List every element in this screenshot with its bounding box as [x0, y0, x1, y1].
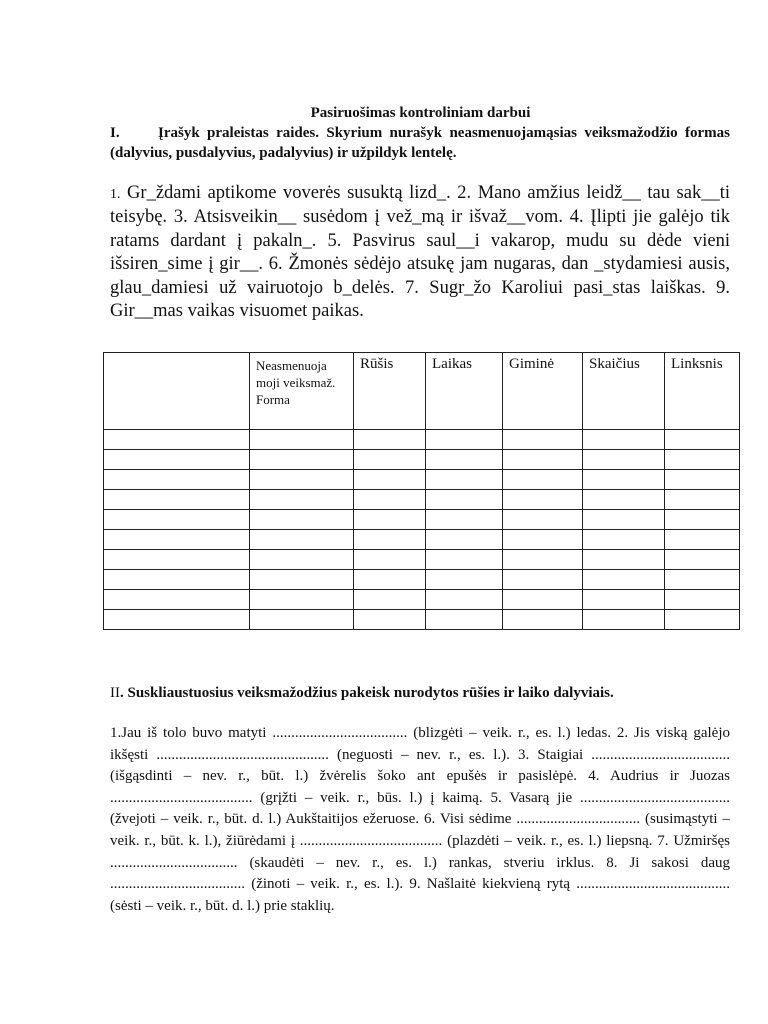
table-cell[interactable]	[665, 450, 740, 470]
table-cell[interactable]	[104, 530, 250, 550]
table-cell[interactable]	[426, 450, 503, 470]
table-header-cell: Linksnis	[665, 353, 740, 430]
table-cell[interactable]	[104, 570, 250, 590]
table-row	[104, 450, 740, 470]
table-cell[interactable]	[503, 490, 583, 510]
table-header-cell: Skaičius	[583, 353, 665, 430]
table-cell[interactable]	[426, 490, 503, 510]
document-title: Pasiruošimas kontroliniam darbui	[310, 105, 531, 121]
table-cell[interactable]	[583, 490, 665, 510]
table-cell[interactable]	[503, 570, 583, 590]
table-cell[interactable]	[104, 590, 250, 610]
table-header-row	[104, 353, 740, 430]
table-cell[interactable]	[583, 510, 665, 530]
table-cell[interactable]	[665, 610, 740, 630]
table-cell[interactable]	[250, 490, 354, 510]
table-cell[interactable]	[665, 590, 740, 610]
table-row	[104, 570, 740, 590]
table-cell[interactable]	[104, 470, 250, 490]
table-cell[interactable]	[250, 570, 354, 590]
exercise-1-body: Gr_ždami aptikome voverės susuktą lizd_. 2. Mano amžius leidž__ tau sak__ti teisybę. 3. Atsisveikin__ susėdom į vež_mą ir išvaž__vom. 4. Įlipti jie galėjo tik ratams dardant į pakaln_. 5. Pasvirus saul__i vakarop, mudu su dėde vieni išsiren_sime į gir__. 6. Žmonės sėdėjo atsukę jam nugaras, dan _stydamiesi ausis, glau_damiesi už vairuotojo b_delės. 7. Sugr_žo Karoliui pasi_stas laiškas. 9. Gir__mas vaikas visuomet paikas.	[110, 183, 730, 322]
table-cell[interactable]	[665, 470, 740, 490]
task-1-instruction	[110, 123, 730, 163]
task-2-instruction	[110, 684, 750, 703]
table-cell[interactable]	[503, 470, 583, 490]
table-cell[interactable]	[104, 550, 250, 570]
table-cell[interactable]	[426, 610, 503, 630]
task-1-number: I.	[110, 125, 120, 141]
table-cell[interactable]	[104, 490, 250, 510]
table-cell[interactable]	[503, 510, 583, 530]
table-cell[interactable]	[665, 530, 740, 550]
table-cell[interactable]	[250, 510, 354, 530]
table-cell[interactable]	[354, 550, 426, 570]
task-2-number: II	[110, 685, 120, 701]
table-header-cell: Rūšis	[354, 353, 426, 430]
table-cell[interactable]	[354, 570, 426, 590]
table-cell[interactable]	[665, 430, 740, 450]
table-cell[interactable]	[426, 550, 503, 570]
table-cell[interactable]	[354, 530, 426, 550]
exercise-2-text: 1.Jau iš tolo buvo matyti .................................... (blizgėti – veik. r., es. l.) ledas. 2. Jis viską galėjo ikšęsti .............................................. (neguosti – nev. r., es. l.). 3. Staigiai ..................................... (išgąsdinti – nev. r., būt. l.) žvėrelis šoko ant epušės ir pasislėpė. 4. Audrius ir Juozas ...................................... (grįžti – veik. r., būs. l.) į kaimą. 5. Vasarą jie ........................................ (žvejoti – veik. r., būt. d. l.) Aukštaitijos ežeruose. 6. Visi sėdime ................................. (susimąstyti – veik. r., būt. k. l.), žiūrėdami į ...................................... (plazdėti – veik. r., es. l.) liepsną. 7. Užmiršęs .................................. (skaudėti – nev. r., es. l.) rankas, stveriu irklus. 8. Ji sakosi daug .................................... (žinoti – veik. r., es. l.). 9. Našlaitė kiekvieną rytą ......................................... (sėsti – veik. r., būt. d. l.) prie staklių.	[110, 725, 730, 914]
table-cell[interactable]	[426, 530, 503, 550]
table-cell[interactable]	[250, 430, 354, 450]
table-row	[104, 550, 740, 570]
exercise-1-lead-number: 1.	[110, 187, 121, 202]
table-row	[104, 530, 740, 550]
table-cell[interactable]	[250, 550, 354, 570]
table-cell[interactable]	[503, 530, 583, 550]
table-cell[interactable]	[665, 490, 740, 510]
table-cell[interactable]	[250, 590, 354, 610]
table-cell[interactable]	[354, 510, 426, 530]
table-header-cell: Neasmenuoja moji veiksmaž. Forma	[250, 353, 354, 430]
table-cell[interactable]	[104, 510, 250, 530]
table-cell[interactable]	[583, 430, 665, 450]
table-cell[interactable]	[426, 590, 503, 610]
table-cell[interactable]	[503, 550, 583, 570]
table-cell[interactable]	[104, 450, 250, 470]
table-cell[interactable]	[104, 610, 250, 630]
table-cell[interactable]	[583, 470, 665, 490]
table-cell[interactable]	[583, 570, 665, 590]
table-body	[104, 430, 740, 630]
table-cell[interactable]	[583, 450, 665, 470]
table-cell[interactable]	[426, 430, 503, 450]
table-cell[interactable]	[104, 430, 250, 450]
table-cell[interactable]	[503, 610, 583, 630]
table-cell[interactable]	[354, 450, 426, 470]
table-row	[104, 490, 740, 510]
table-cell[interactable]	[354, 430, 426, 450]
table-cell[interactable]	[354, 590, 426, 610]
table-cell[interactable]	[583, 550, 665, 570]
exercise-1-text	[110, 182, 730, 323]
table-cell[interactable]	[665, 510, 740, 530]
table-cell[interactable]	[426, 510, 503, 530]
table-cell[interactable]	[583, 590, 665, 610]
table-cell[interactable]	[665, 550, 740, 570]
table-cell[interactable]	[665, 570, 740, 590]
table-row	[104, 510, 740, 530]
table-cell[interactable]	[583, 530, 665, 550]
table-cell[interactable]	[426, 570, 503, 590]
table-header-cell: Laikas	[426, 353, 503, 430]
table-cell[interactable]	[250, 470, 354, 490]
table-cell[interactable]	[503, 450, 583, 470]
table-cell[interactable]	[250, 450, 354, 470]
table-cell[interactable]	[354, 470, 426, 490]
table-cell[interactable]	[583, 610, 665, 630]
table-row	[104, 470, 740, 490]
answer-table	[103, 352, 740, 630]
table-cell[interactable]	[503, 430, 583, 450]
task-2-text: . Suskliaustuosius veiksmažodžius pakeisk nurodytos rūšies ir laiko dalyviais.	[120, 685, 614, 701]
table-cell[interactable]	[503, 590, 583, 610]
table-row	[104, 590, 740, 610]
table-header-cell	[104, 353, 250, 430]
table-cell[interactable]	[426, 470, 503, 490]
task-1-text: Įrašyk praleistas raides. Skyrium nurašyk neasmenuojamąsias veiksmažodžio formas (dalyvius, pusdalyvius, padalyvius) ir užpildyk lentelę.	[110, 125, 730, 161]
table-cell[interactable]	[250, 610, 354, 630]
table-cell[interactable]	[354, 490, 426, 510]
table-cell[interactable]	[250, 530, 354, 550]
table-row	[104, 430, 740, 450]
table-row	[104, 610, 740, 630]
table-cell[interactable]	[354, 610, 426, 630]
table-header-cell: Giminė	[503, 353, 583, 430]
